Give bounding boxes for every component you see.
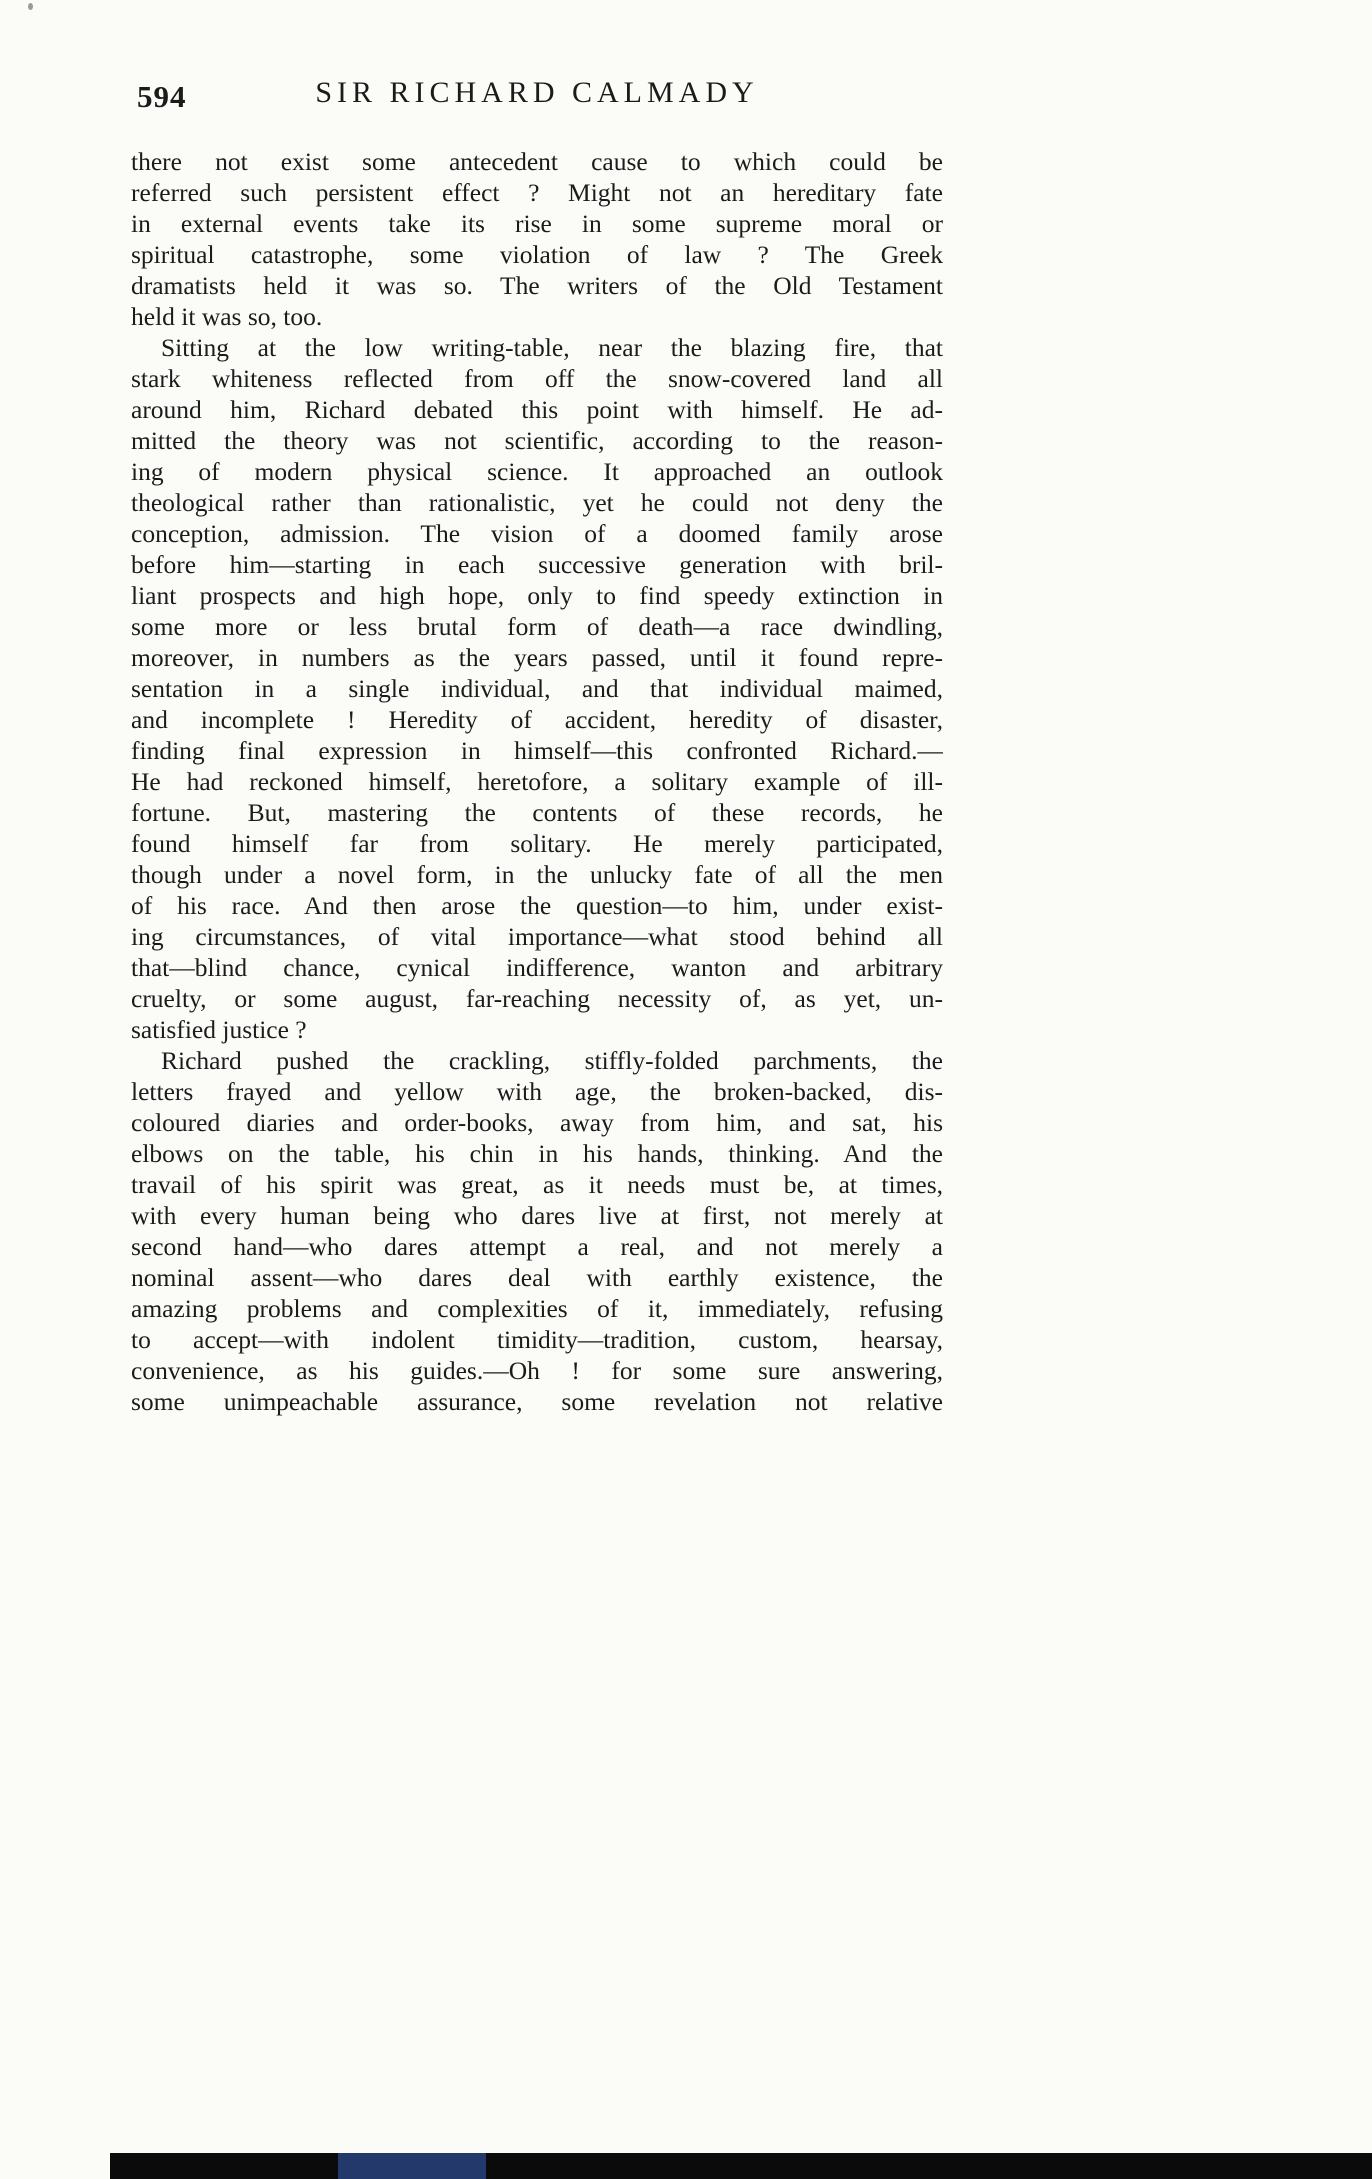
text-line: Sitting at the low writing-table, near the blazing fire, that	[161, 333, 943, 362]
text-line: around him, Richard debated this point with himself. He ad-	[131, 395, 943, 424]
body-text	[131, 146, 943, 1417]
text-line: theological rather than rationalistic, yet he could not deny the	[131, 488, 943, 517]
text-line: ing of modern physical science. It approached an outlook	[131, 457, 943, 486]
text-line: conception, admission. The vision of a doomed family arose	[131, 519, 943, 548]
text-line: elbows on the table, his chin in his hands, thinking. And the	[131, 1139, 943, 1168]
text-line: fortune. But, mastering the contents of these records, he	[131, 798, 943, 827]
text-line: in external events take its rise in some supreme moral or	[131, 209, 943, 238]
text-line: with every human being who dares live at first, not merely at	[131, 1201, 943, 1230]
text-line: liant prospects and high hope, only to find speedy extinction in	[131, 581, 943, 610]
text-line: of his race. And then arose the question—to him, under exist-	[131, 891, 943, 920]
text-line: Richard pushed the crackling, stiffly-folded parchments, the	[161, 1046, 943, 1075]
text-line: second hand—who dares attempt a real, and not merely a	[131, 1232, 943, 1261]
text-line: He had reckoned himself, heretofore, a solitary example of ill-	[131, 767, 943, 796]
text-line: nominal assent—who dares deal with earthly existence, the	[131, 1263, 943, 1292]
text-line: mitted the theory was not scientific, according to the reason-	[131, 426, 943, 455]
text-line: spiritual catastrophe, some violation of law ? The Greek	[131, 240, 943, 269]
text-line: stark whiteness reflected from off the snow-covered land all	[131, 364, 943, 393]
text-line: some unimpeachable assurance, some revelation not relative	[131, 1387, 943, 1416]
scan-edge-blue-segment	[338, 2153, 486, 2179]
text-line: satisfied justice ?	[131, 1015, 307, 1044]
text-line: some more or less brutal form of death—a race dwindling,	[131, 612, 943, 641]
text-line: moreover, in numbers as the years passed, until it found repre-	[131, 643, 943, 672]
text-line: held it was so, too.	[131, 302, 323, 331]
paragraph	[131, 146, 943, 332]
text-line: before him—starting in each successive generation with bril-	[131, 550, 943, 579]
page-number: 594	[137, 79, 187, 114]
text-line: ing circumstances, of vital importance—what stood behind all	[131, 922, 943, 951]
text-line: found himself far from solitary. He merely participated,	[131, 829, 943, 858]
text-line: letters frayed and yellow with age, the broken-backed, dis-	[131, 1077, 943, 1106]
text-line: there not exist some antecedent cause to which could be	[131, 147, 943, 176]
text-line: though under a novel form, in the unlucky fate of all the men	[131, 860, 943, 889]
text-line: that—blind chance, cynical indifference, wanton and arbitrary	[131, 953, 943, 982]
text-line: and incomplete ! Heredity of accident, heredity of disaster,	[131, 705, 943, 734]
scan-speck	[28, 3, 33, 10]
text-line: cruelty, or some august, far-reaching necessity of, as yet, un-	[131, 984, 943, 1013]
text-line: to accept—with indolent timidity—tradition, custom, hearsay,	[131, 1325, 943, 1354]
page-header	[131, 76, 943, 116]
text-line: dramatists held it was so. The writers of the Old Testament	[131, 271, 943, 300]
text-line: finding final expression in himself—this confronted Richard.—	[131, 736, 943, 765]
text-line: coloured diaries and order-books, away from him, and sat, his	[131, 1108, 943, 1137]
text-line: amazing problems and complexities of it, immediately, refusing	[131, 1294, 943, 1323]
text-line: travail of his spirit was great, as it needs must be, at times,	[131, 1170, 943, 1199]
text-line: sentation in a single individual, and that individual maimed,	[131, 674, 943, 703]
paragraph	[131, 332, 943, 1045]
scan-edge-bar	[110, 2153, 1372, 2179]
text-line: convenience, as his guides.—Oh ! for some sure answering,	[131, 1356, 943, 1385]
text-line: referred such persistent effect ? Might not an hereditary fate	[131, 178, 943, 207]
running-title: SIR RICHARD CALMADY	[315, 76, 759, 109]
paragraph	[131, 1045, 943, 1417]
